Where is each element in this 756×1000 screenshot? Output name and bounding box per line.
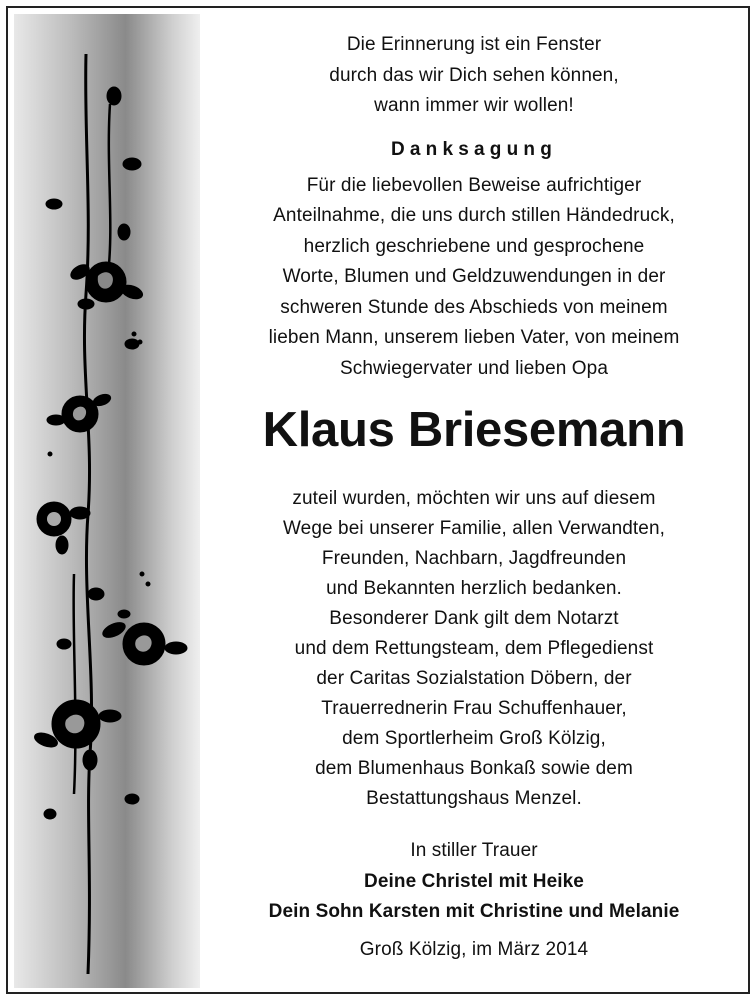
thanks-line: Freunden, Nachbarn, Jagdfreunden — [321, 548, 627, 569]
decorative-side-panel — [14, 14, 200, 988]
signature-line: Deine Christel mit Heike — [364, 870, 584, 892]
obituary-text — [206, 8, 742, 992]
thanks-line: Trauerrednerin Frau Schuffenhauer, — [321, 698, 627, 719]
intro-line: lieben Mann, unserem lieben Vater, von meinem — [268, 327, 680, 348]
thanks-line: zuteil wurden, möchten wir uns auf diesem — [292, 488, 656, 509]
thanks-line: Besonderer Dank gilt dem Notarzt — [329, 608, 619, 629]
thanks-line: dem Blumenhaus Bonkaß sowie dem — [315, 758, 633, 779]
intro-line: Für die liebevollen Beweise aufrichtiger — [306, 174, 642, 196]
thanks-line: der Caritas Sozialstation Döbern, der — [316, 668, 632, 689]
intro-line: Anteilnahme, die uns durch stillen Händedruck, — [273, 205, 675, 226]
place-and-date: Groß Kölzig, im März 2014 — [359, 938, 589, 960]
thanks-line: und Bekannten herzlich bedanken. — [326, 578, 622, 599]
intro-line: schweren Stunde des Abschieds von meinem — [280, 296, 668, 318]
signature-line: Dein Sohn Karsten mit Christine und Melanie — [268, 900, 680, 922]
intro-line: Schwiegervater und lieben Opa — [339, 357, 608, 379]
motto-line: Die Erinnerung ist ein Fenster — [346, 34, 602, 55]
motto — [206, 30, 742, 122]
thanks-line: und dem Rettungsteam, dem Pflegedienst — [294, 638, 654, 659]
motto-line: durch das wir Dich sehen können, — [329, 64, 619, 86]
heading-danksagung: Danksagung — [390, 138, 558, 160]
signatures — [206, 867, 742, 927]
thanks-line: Wege bei unserer Familie, allen Verwandten, — [282, 518, 666, 539]
intro-paragraph — [206, 171, 742, 385]
motto-line: wann immer wir wollen! — [374, 95, 574, 116]
in-stiller-trauer: In stiller Trauer — [410, 840, 538, 861]
intro-line: herzlich geschriebene und gesprochene — [303, 235, 645, 257]
deceased-name: Klaus Briesemann — [262, 403, 686, 457]
rose-vine-ornament-icon — [14, 14, 200, 988]
thanks-line: dem Sportlerheim Groß Kölzig, — [342, 728, 606, 749]
thanks-line: Bestattungshaus Menzel. — [366, 788, 582, 809]
obituary-frame — [6, 6, 750, 994]
intro-line: Worte, Blumen und Geldzuwendungen in der — [282, 266, 666, 287]
thanks-paragraph — [206, 484, 742, 814]
